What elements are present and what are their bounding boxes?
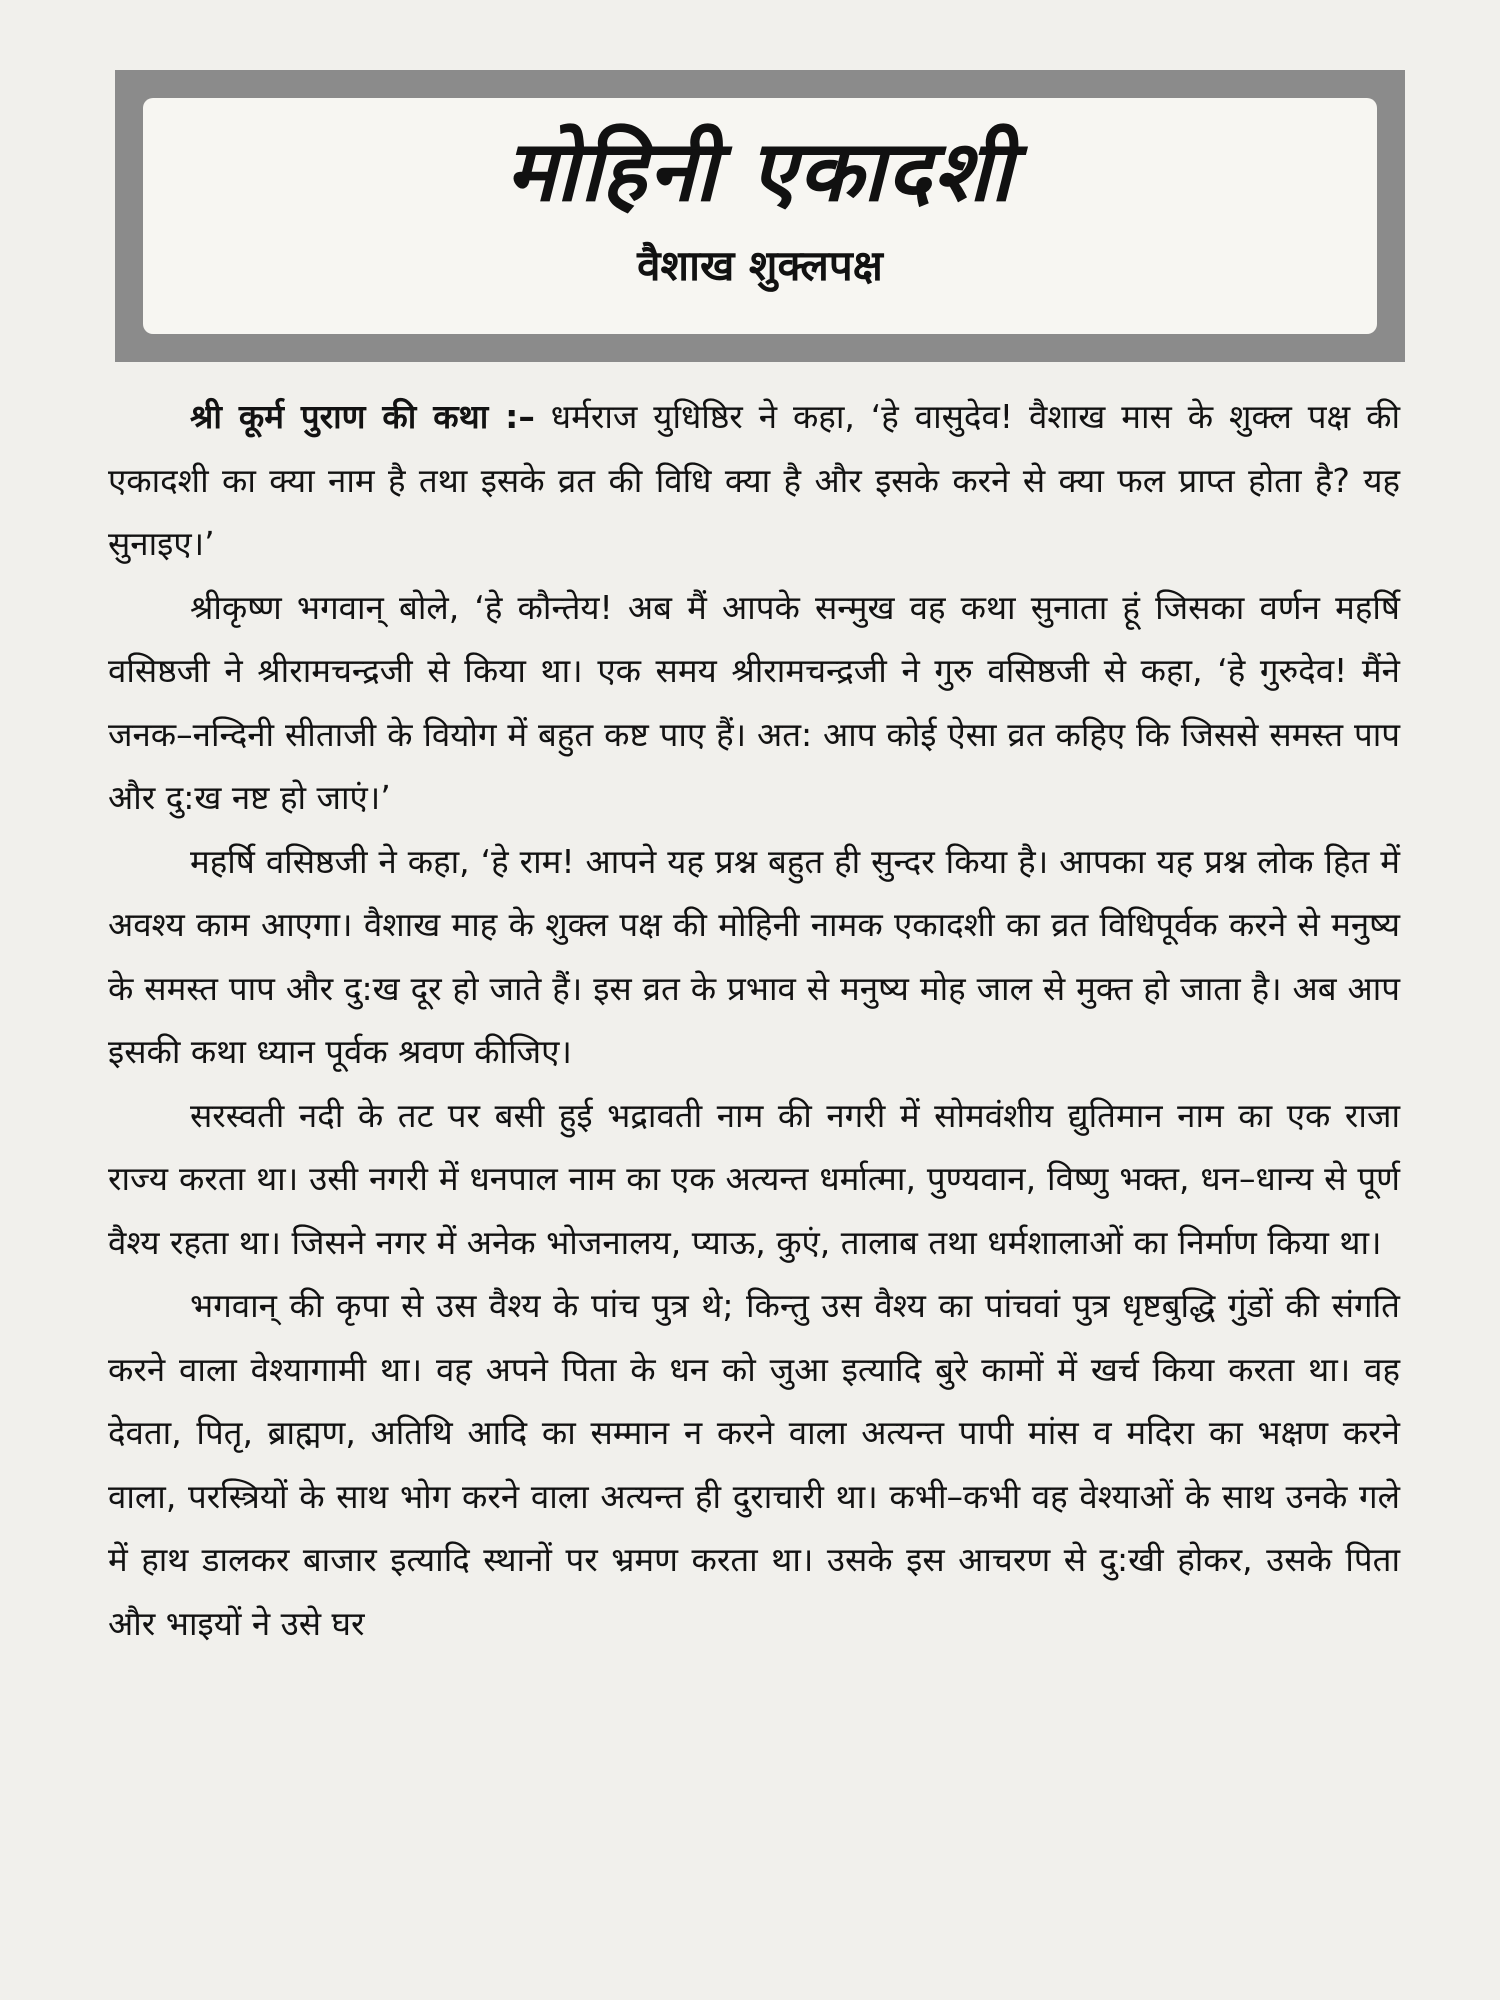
paragraph-1 <box>108 385 1400 576</box>
paragraph-3: महर्षि वसिष्ठजी ने कहा, ‘हे राम! आपने यह प्रश्न बहुत ही सुन्दर किया है। आपका यह प्रश्न लोक हित में अवश्य काम आएगा। वैशाख माह के शुक्ल पक्ष की मोहिनी नामक एकादशी का व्रत विधिपूर्वक करने से मनुष्य के समस्त पाप और दु:ख दूर हो जाते हैं। इस व्रत के प्रभाव से मनुष्य मोह जाल से मुक्त हो जाता है। अब आप इसकी कथा ध्यान पूर्वक श्रवण कीजिए। <box>108 841 1400 1071</box>
title-panel <box>143 98 1377 334</box>
paragraph-2: श्रीकृष्ण भगवान् बोले, ‘हे कौन्तेय! अब मैं आपके सन्मुख वह कथा सुनाता हूं जिसका वर्णन महर्षि वसिष्ठजी ने श्रीरामचन्द्रजी से किया था। एक समय श्रीरामचन्द्रजी ने गुरु वसिष्ठजी से कहा, ‘हे गुरुदेव! मैंने जनक–नन्दिनी सीताजी के वियोग में बहुत कष्ट पाए हैं। अत: आप कोई ऐसा व्रत कहिए कि जिससे समस्त पाप और दु:ख नष्ट हो जाएं।’ <box>108 587 1400 817</box>
page-subtitle: वैशाख शुक्लपक्ष <box>637 241 883 290</box>
story-lead: श्री कूर्म पुराण की कथा :– <box>190 397 535 436</box>
page-title: मोहिनी एकादशी <box>505 121 1015 220</box>
paragraph-1-text: धर्मराज युधिष्ठिर ने कहा, ‘हे वासुदेव! वैशाख मास के शुक्ल पक्ष की एकादशी का क्या नाम है तथा इसके व्रत की विधि क्या है और इसके करने से क्या फल प्राप्त होता है? यह सुनाइए।’ <box>108 397 1400 563</box>
article-body <box>108 385 1400 1655</box>
paragraph-5: भगवान् की कृपा से उस वैश्य के पांच पुत्र थे; किन्तु उस वैश्य का पांचवां पुत्र धृष्टबुद्धि गुंडों की संगति करने वाला वेश्यागामी था। वह अपने पिता के धन को जुआ इत्यादि बुरे कामों में खर्च किया करता था। वह देवता, पितृ, ब्राह्मण, अतिथि आदि का सम्मान न करने वाला अत्यन्त पापी मांस व मदिरा का भक्षण करने वाला, परस्त्रियों के साथ भोग करने वाला अत्यन्त ही दुराचारी था। कभी–कभी वह वेश्याओं के साथ उनके गले में हाथ डालकर बाजार इत्यादि स्थानों पर भ्रमण करता था। उसके इस आचरण से दु:खी होकर, उसके पिता और भाइयों ने उसे घर <box>108 1286 1400 1643</box>
paragraph-4: सरस्वती नदी के तट पर बसी हुई भद्रावती नाम की नगरी में सोमवंशीय द्युतिमान नाम का एक राजा राज्य करता था। उसी नगरी में धनपाल नाम का एक अत्यन्त धर्मात्मा, पुण्यवान, विष्णु भक्त, धन–धान्य से पूर्ण वैश्य रहता था। जिसने नगर में अनेक भोजनालय, प्याऊ, कुएं, तालाब तथा धर्मशालाओं का निर्माण किया था। <box>108 1095 1400 1262</box>
title-box <box>115 70 1405 362</box>
